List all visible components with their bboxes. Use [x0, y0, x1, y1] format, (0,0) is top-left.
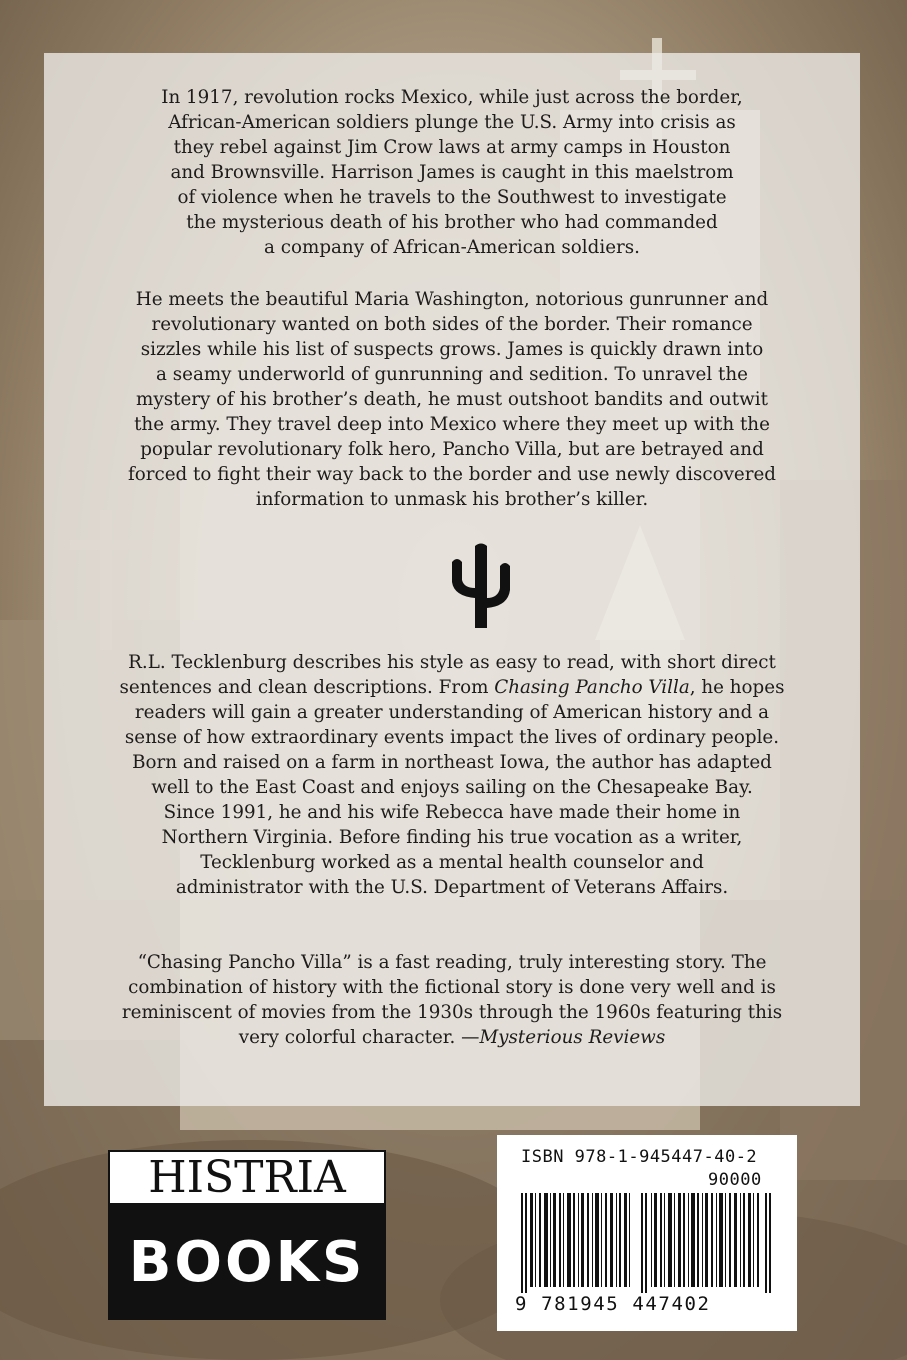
price-code-text: 90000 — [708, 1170, 762, 1190]
barcode-box — [497, 1135, 797, 1331]
barcode-digits: 9 781945 447402 — [515, 1293, 711, 1315]
review-source: Mysterious Reviews — [479, 1027, 666, 1048]
synopsis-paragraph-1: In 1917, revolution rocks Mexico, while just across the border, African-American soldiers plunge the U.S. Army into crisis as they rebel against Jim Crow laws at army camps in Houston and Brownsville. Harrison James is caught in this maelstrom of violence when he travels to the Southwest to investigate the mysterious death of his brother who had commanded a company of African-American soldiers. — [161, 87, 743, 258]
barcode-bars — [521, 1193, 775, 1293]
logo-histria-text: HISTRIA — [108, 1150, 386, 1205]
author-bio-paragraph: R.L. Tecklenburg describes his style as easy to read, with short direct sentences and clean descriptions. From Chasing Pancho Villa, he hopes readers will gain a greater understanding of American history and a sense of how extraordinary events impact the lives of ordinary people. Born and raised on a farm in northeast Iowa, the author has adapted well to the East Coast and enjoys sailing on the Chesapeake Bay. Since 1991, he and his wife Rebecca have made their home in Northern Virginia. Before finding his true vocation as a writer, Tecklenburg worked as a mental health counselor and administrator with the U.S. Department of Veterans Affairs. — [44, 650, 860, 900]
publisher-logo — [108, 1150, 386, 1320]
review-quote-paragraph: “Chasing Pancho Villa” is a fast reading, truly interesting story. The combination of history with the fictional story is done very well and is reminiscent of movies from the 1930s through the 1960s featuring this very colorful character. —Mysterious Reviews — [44, 950, 860, 1050]
author-bio-line-2: sentences and clean descriptions. From Chasing Pancho Villa, he hopes — [119, 677, 785, 698]
isbn-text: ISBN 978-1-945447-40-2 — [521, 1147, 758, 1167]
synopsis-paragraph-2: He meets the beautiful Maria Washington, notorious gunrunner and revolutionary wanted on both sides of the border. Their romance sizzles while his list of suspects grows. James is quickly drawn into a seamy underworld of gunrunning and sedition. To unravel the mystery of his brother’s death, he must outshoot bandits and outwit the army. They travel deep into Mexico where they meet up with the popular revolutionary folk hero, Pancho Villa, but are betrayed and forced to fight their way back to the border and use newly discovered information to unmask his brother’s killer. — [127, 289, 777, 510]
review-last-line: very colorful character. —Mysterious Reviews — [238, 1027, 666, 1048]
book-title-italic: Chasing Pancho Villa — [494, 677, 690, 698]
logo-books-text: BOOKS — [108, 1205, 386, 1320]
cactus-icon — [444, 542, 518, 632]
